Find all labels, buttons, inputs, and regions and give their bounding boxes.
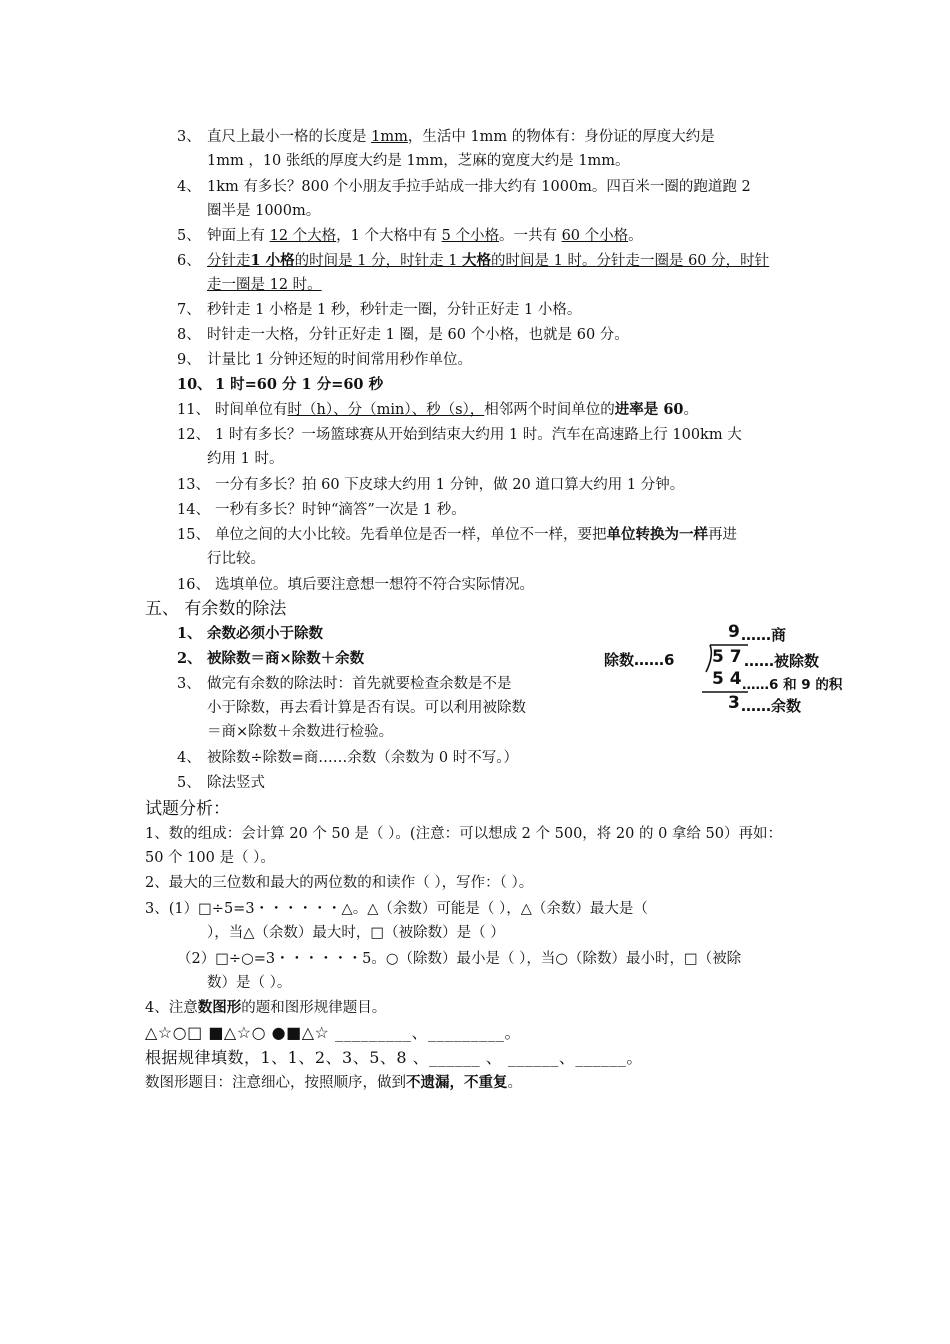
long-division-figure [598, 616, 860, 720]
quotient: 9 [728, 622, 740, 642]
item-number: 4、 [177, 750, 201, 766]
item-text: 单位之间的大小比较。先看单位是否一样，单位不一样，要把单位转换为一样再进 [215, 526, 737, 543]
item-text: 时间单位有时（h）、分（min）、秒（s），相邻两个时间单位的进率是 60。 [215, 401, 698, 418]
item-number: 3、 [177, 129, 201, 145]
item-text: 计量比 1 分钟还短的时间常用秒作单位。 [207, 352, 472, 368]
item-number: 5、 [177, 228, 201, 244]
item-text: 1 时=60 分 1 分=60 秒 [215, 376, 384, 393]
item-number: 9、 [177, 352, 201, 368]
item-text-cont: ＝商×除数＋余数进行检验。 [207, 724, 394, 740]
item-number: 15、 [177, 527, 210, 543]
divisor-label: 除数……6 [604, 651, 675, 669]
item-text: 余数必须小于除数 [207, 625, 323, 642]
tip-text: 数图形题目：注意细心，按照顺序，做到不遗漏，不重复。 [145, 1074, 522, 1091]
item-number: 12、 [177, 427, 210, 443]
item-text-cont: 行比较。 [207, 551, 265, 567]
item-text-cont: 圈半是 1000m。 [207, 203, 321, 219]
item-number: 1、 [177, 625, 202, 642]
item-text: 钟面上有 12 个大格，1 个大格中有 5 个小格。一共有 60 个小格。 [207, 228, 643, 244]
item-text-cont: 约用 1 时。 [207, 451, 284, 467]
question-3-cont: ），当△（余数）最大时，□（被除数）是（ ） [207, 925, 505, 941]
item-text: 被除数＝商×除数＋余数 [207, 650, 365, 667]
item-number: 5、 [177, 775, 201, 791]
item-text: 一分有多长？拍 60 下皮球大约用 1 分钟，做 20 道口算大约用 1 分钟。 [215, 477, 685, 493]
section-heading: 五、 有余数的除法 [145, 599, 287, 619]
question-2: 2、最大的三位数和最大的两位数的和读作（ ），写作：（ ）。 [145, 875, 534, 891]
item-number: 6、 [177, 253, 201, 269]
item-number: 2、 [177, 650, 202, 667]
analysis-heading: 试题分析： [145, 799, 230, 819]
item-number: 10、 [177, 376, 212, 393]
item-text: 1km 有多长？800 个小朋友手拉手站成一排大约有 1000m。四百米一圈的跑道跑 2 [207, 179, 751, 195]
dividend: 5 7 [712, 647, 742, 667]
item-text: 直尺上最小一格的长度是 1mm，生活中 1mm 的物体有：身份证的厚度大约是 [207, 129, 715, 145]
item-text: 秒针走 1 小格是 1 秒，秒针走一圈，分针正好走 1 小格。 [207, 302, 582, 318]
question-4: 4、注意数图形的题和图形规律题目。 [145, 999, 387, 1016]
item-text: 除法竖式 [207, 775, 265, 791]
question-3: 3、(1）□÷5=3・・・・・・△。△（余数）可能是（ ），△（余数）最大是（ [145, 901, 648, 917]
item-text-cont: 小于除数，再去看计算是否有误。可以利用被除数 [207, 700, 526, 716]
item-number: 4、 [177, 179, 201, 195]
product: 5 4 [712, 669, 742, 689]
question-1: 1、数的组成：会计算 20 个 50 是（ ）。(注意：可以想成 2 个 500，将 20 的 0 拿给 50）再如： [145, 826, 782, 842]
item-text: 做完有余数的除法时：首先就要检查余数是不是 [207, 676, 512, 692]
item-number: 16、 [177, 577, 210, 593]
product-label: ……6 和 9 的积 [742, 677, 843, 693]
question-3-part2: （2）□÷○=3・・・・・・5。○（除数）最小是（ ），当○（除数）最小时，□（被除 [177, 951, 742, 967]
item-text: 1 时有多长？一场篮球赛从开始到结束大约用 1 时。汽车在高速路上行 100km 大 [215, 427, 742, 443]
item-number: 8、 [177, 327, 201, 343]
item-text: 时针走一大格，分针正好走 1 圈，是 60 个小格，也就是 60 分。 [207, 327, 629, 343]
dividend-label: ……被除数 [744, 652, 820, 670]
item-text: 选填单位。填后要注意想一想符不符合实际情况。 [215, 577, 534, 593]
item-text: 被除数÷除数=商……余数（余数为 0 时不写。） [207, 750, 518, 766]
item-number: 13、 [177, 477, 210, 493]
remainder: 3 [728, 693, 740, 713]
item-number: 14、 [177, 502, 210, 518]
remainder-label: ……余数 [741, 697, 802, 715]
quotient-label: ……商 [741, 626, 787, 644]
item-text-cont: 1mm ，10 张纸的厚度大约是 1mm，芝麻的宽度大约是 1mm。 [207, 153, 630, 169]
item-number: 3、 [177, 676, 201, 692]
question-1-cont: 50 个 100 是（ ）。 [145, 850, 275, 866]
number-pattern: 根据规律填数，1、1、2、3、5、8 、______ 、 ______、______。 [145, 1048, 643, 1067]
item-number: 11、 [177, 402, 210, 418]
shape-pattern: △☆○□ ■△☆○ ●■△☆ _________、_________。 [145, 1023, 521, 1042]
item-number: 7、 [177, 302, 201, 318]
item-text: 分针走1 小格的时间是 1 分，时针走 1 大格的时间是 1 时。分针走一圈是 60 分，时针 [207, 252, 770, 269]
question-3-part2-cont: 数）是（ ）。 [207, 975, 292, 991]
item-text: 一秒有多长？时钟“滴答”一次是 1 秒。 [215, 502, 466, 518]
item-text-cont: 走一圈是 12 时。 [207, 277, 322, 293]
